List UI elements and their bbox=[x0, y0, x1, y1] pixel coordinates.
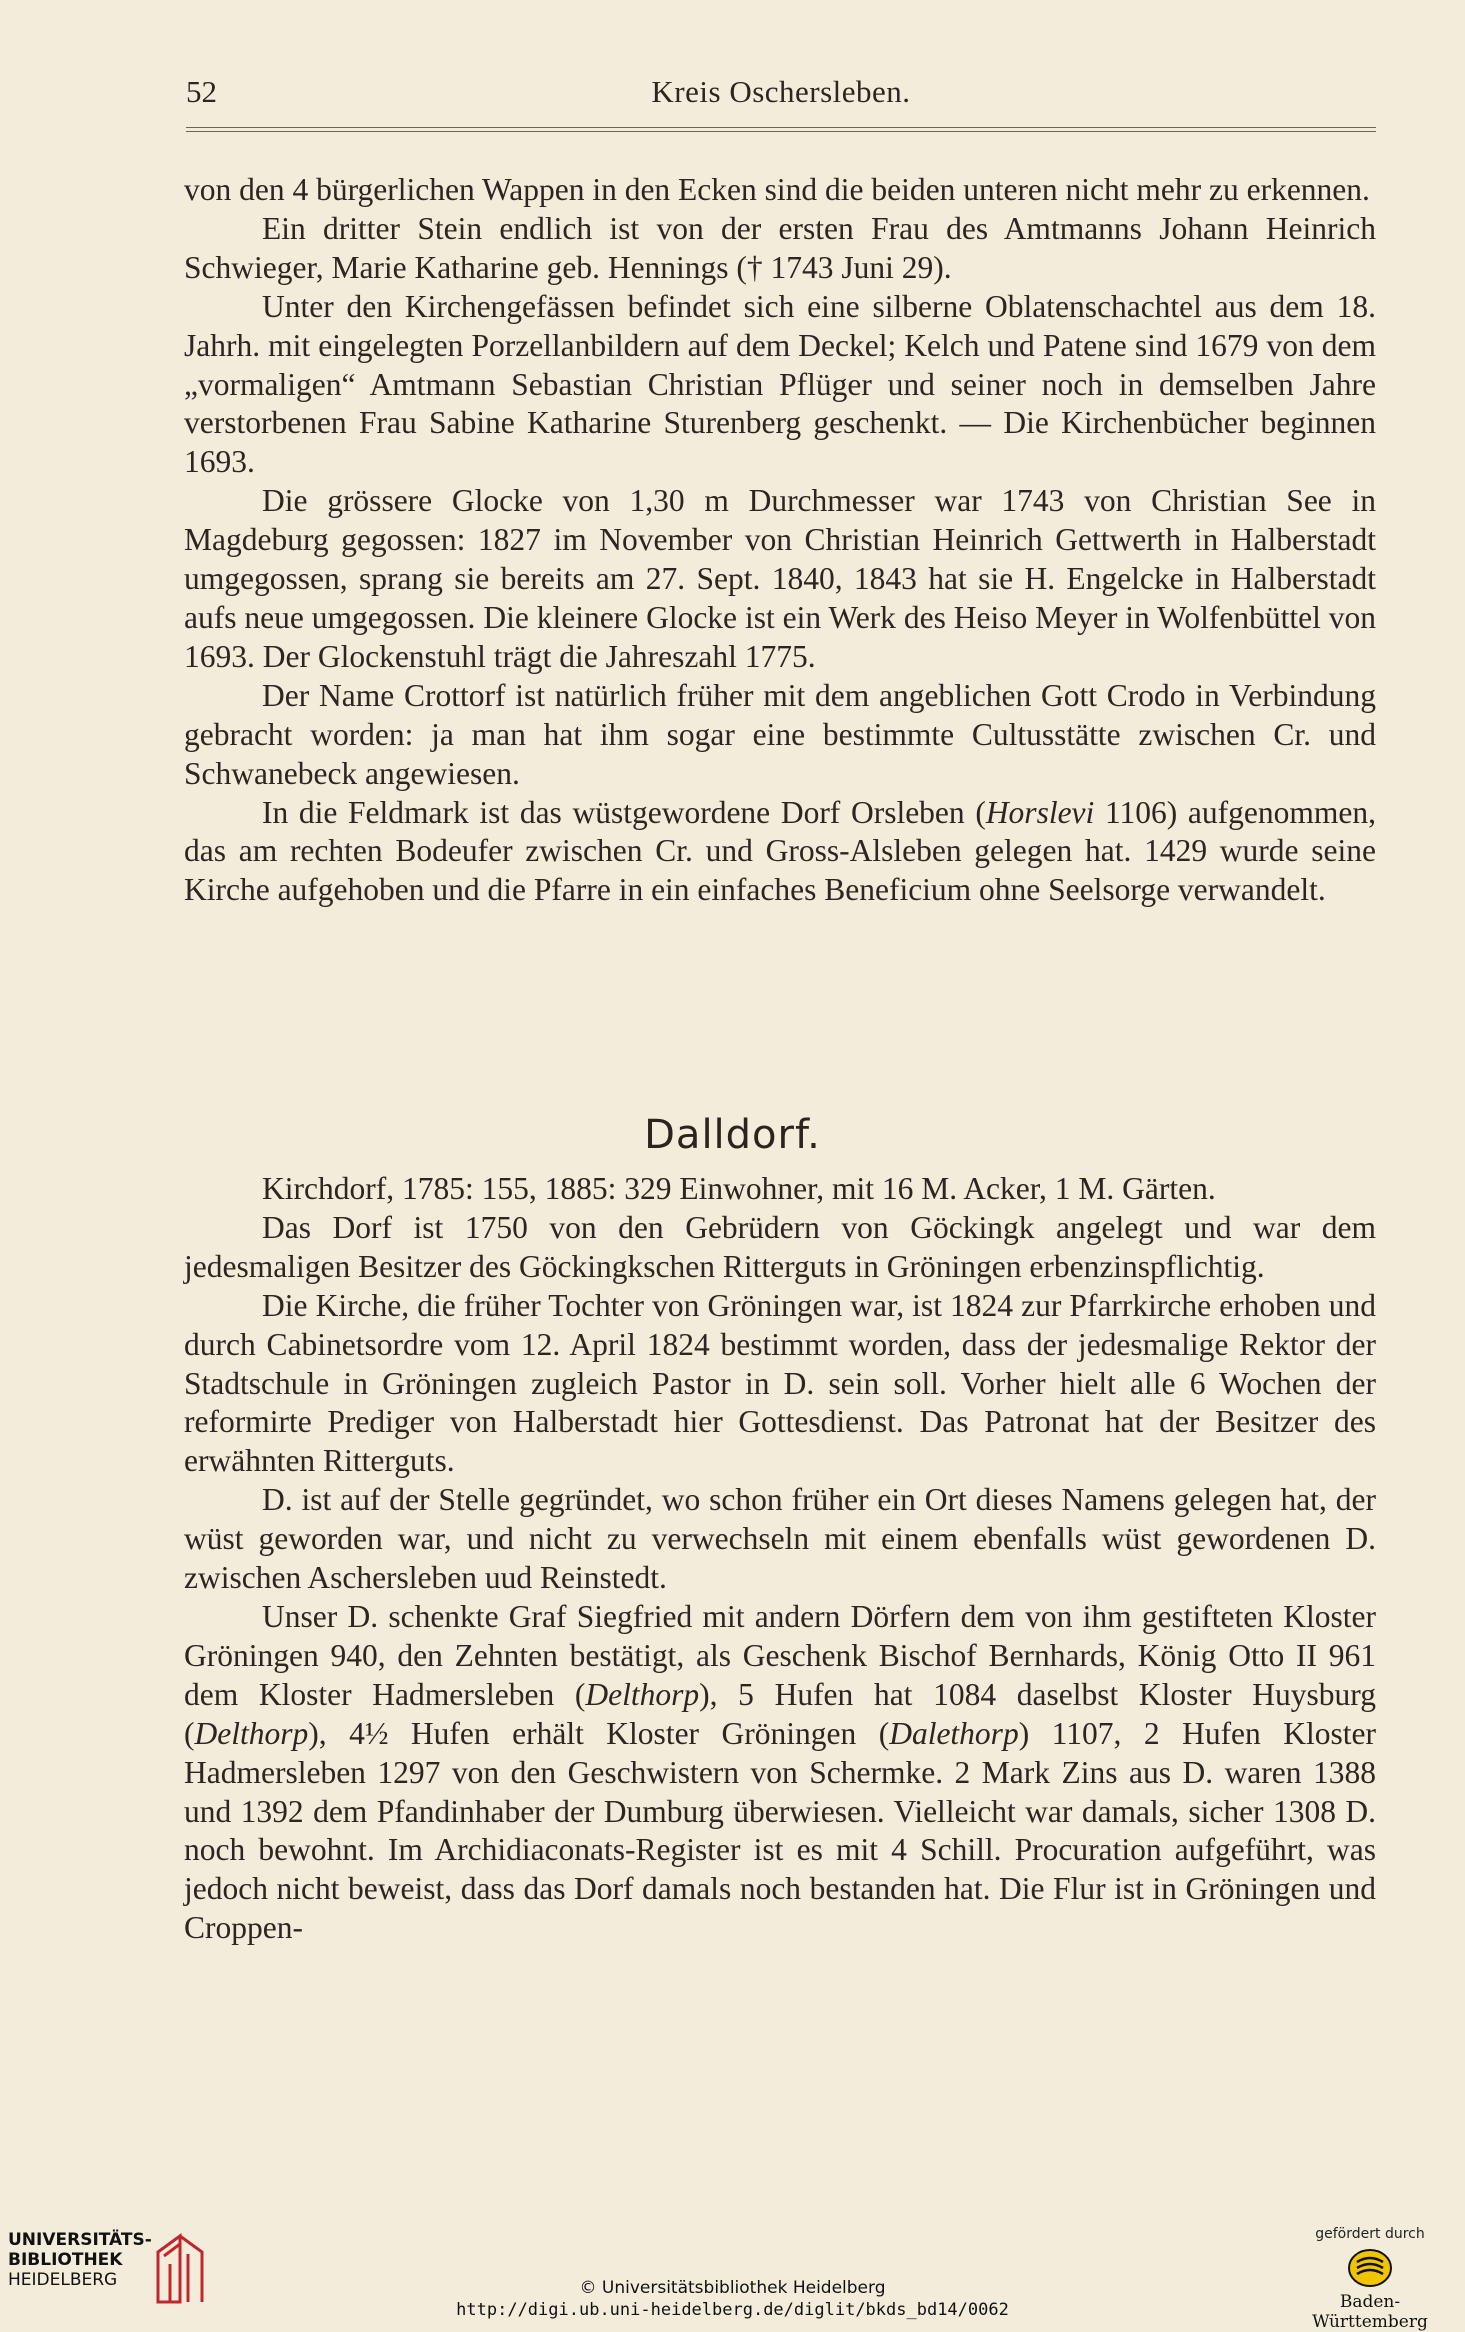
text-run: ), 4½ Hufen erhält Kloster Gröningen ( bbox=[308, 1715, 890, 1751]
state-coat-of-arms-icon bbox=[1347, 2248, 1393, 2288]
italic-place-name: Dalethorp bbox=[889, 1715, 1019, 1751]
library-emblem-icon bbox=[150, 2230, 210, 2310]
paragraph: Die Kirche, die früher Tochter von Gröningen war, ist 1824 zur Pfarrkirche erhoben und durch Cabinetsordre vom 12. April 1824 bestimmt worden, dass der jedesmalige Rektor der Stadtschule in Gröningen zugleich Pastor in D. sein soll. Vorher hielt alle 6 Wochen der reformirte Prediger von Halberstadt hier Gottesdienst. Das Patronat hat der Besitzer des erwähnten Ritterguts. bbox=[184, 1287, 1376, 1479]
state-name: Baden-Württemberg bbox=[1312, 2292, 1428, 2332]
paragraph: von den 4 bürgerlichen Wappen in den Ecken sind die beiden unteren nicht mehr zu erkennen. bbox=[184, 172, 1370, 207]
page-number: 52 bbox=[186, 74, 217, 109]
paragraph: Kirchdorf, 1785: 155, 1885: 329 Einwohner, mit 16 M. Acker, 1 M. Gärten. bbox=[262, 1171, 1216, 1206]
italic-place-name: Delthorp bbox=[194, 1715, 309, 1751]
paragraph: Ein dritter Stein endlich ist von der ersten Frau des Amtmanns Johann Heinrich Schwieger, Marie Katharine geb. Hennings († 1743 Juni 29). bbox=[184, 210, 1376, 285]
header-rule bbox=[186, 127, 1376, 132]
paragraph: Unter den Kirchengefässen befindet sich eine silberne Oblatenschachtel aus dem 18. Jahrh. mit eingelegten Porzellanbildern auf dem Deckel; Kelch und Patene sind 1679 von dem „vormaligen“ Amtmann Sebastian Christian Pflüger und seiner noch in demselben Jahre verstorbenen Frau Sabine Katharine Sturenberg geschenkt. — Die Kirchenbücher beginnen 1693. bbox=[184, 288, 1376, 480]
text-run: ) 1107, 2 Hufen Kloster Hadmersleben 1297 von den Geschwistern von Schermke. 2 Mark Zins aus D. waren 1388 und 1392 dem Pfandinhaber der Dumburg überwiesen. Vielleicht war damals, sicher 1308 D. noch bewohnt. Im Archidiaconats-Register ist es mit 4 Schill. Procuration aufgeführt, was jedoch nicht beweist, dass das Dorf damals noch bestanden hat. Die Flur ist in Gröningen und Croppen- bbox=[184, 1715, 1376, 1946]
text-run: In die Feldmark ist das wüstgewordene Dorf Orsleben ( bbox=[262, 794, 986, 830]
italic-place-name: Horslevi bbox=[985, 794, 1095, 830]
text-block-crottorf bbox=[184, 171, 1376, 910]
paragraph: Die grössere Glocke von 1,30 m Durchmesser war 1743 von Christian See in Magdeburg gegossen: 1827 im November von Christian Heinrich Gettwerth in Halberstadt umgegossen, sprang sie bereits am 27. Sept. 1840, 1843 hat sie H. Engelcke in Halberstadt aufs neue umgegossen. Die kleinere Glocke ist ein Werk des Heiso Meyer in Wolfenbüttel von 1693. Der Glockenstuhl trägt die Jahreszahl 1775. bbox=[184, 483, 1376, 674]
funding-notice bbox=[1285, 2226, 1455, 2332]
italic-place-name: Delthorp bbox=[585, 1676, 700, 1712]
text-run: ), 5 Hufen hat 1084 daselbst Kloster Huysburg ( bbox=[184, 1676, 1376, 1751]
library-name-line: UNIVERSITÄTS- bbox=[8, 2230, 152, 2250]
section-title: Dalldorf. bbox=[644, 1112, 821, 1158]
paragraph-orsleben bbox=[184, 794, 1376, 911]
paragraph: D. ist auf der Stelle gegründet, wo schon früher ein Ort dieses Namens gelegen hat, der wüst geworden war, und nicht zu verwechseln mit einem ebenfalls wüst gewordenen D. zwischen Aschersleben uud Reinstedt. bbox=[184, 1482, 1376, 1596]
paragraph: Das Dorf ist 1750 von den Gebrüdern von Göckingk angelegt und war dem jedesmaligen Besitzer des Göckingkschen Ritterguts in Gröningen erbenzinspflichtig. bbox=[184, 1209, 1376, 1284]
library-name-line: BIBLIOTHEK bbox=[8, 2250, 123, 2270]
text-run: Unser D. schenkte Graf Siegfried mit andern Dörfern dem von ihm gestifteten Kloster Gröningen 940, den Zehnten bestätigt, als Geschenk Bischof Bernhards, König Otto II 961 dem Kloster Hadmersleben ( bbox=[184, 1598, 1376, 1712]
paragraph-history bbox=[184, 1598, 1376, 1948]
running-title: Kreis Oschersleben. bbox=[651, 74, 911, 109]
copyright-notice: © Universitätsbibliothek Heidelberg bbox=[579, 2278, 886, 2298]
text-block-dalldorf bbox=[184, 1170, 1376, 1948]
library-name-line: HEIDELBERG bbox=[8, 2270, 118, 2290]
text-run: 1106) aufgenommen, das am rechten Bodeufer zwischen Cr. und Gross-Alsleben gelegen hat. 1429 wurde seine Kirche aufgehoben und die Pfarre in ein einfaches Beneficium ohne Seelsorge verwandelt. bbox=[184, 794, 1376, 908]
page-header bbox=[186, 68, 1376, 118]
funding-label: gefördert durch bbox=[1315, 2226, 1425, 2242]
permalink-url[interactable]: http://digi.ub.uni-heidelberg.de/diglit/bkds_bd14/0062 bbox=[456, 2300, 1009, 2320]
paragraph: Der Name Crottorf ist natürlich früher mit dem angeblichen Gott Crodo in Verbindung gebracht worden: ja man hat ihm sogar eine bestimmte Cultusstätte zwischen Cr. und Schwanebeck angewiesen. bbox=[184, 677, 1376, 791]
